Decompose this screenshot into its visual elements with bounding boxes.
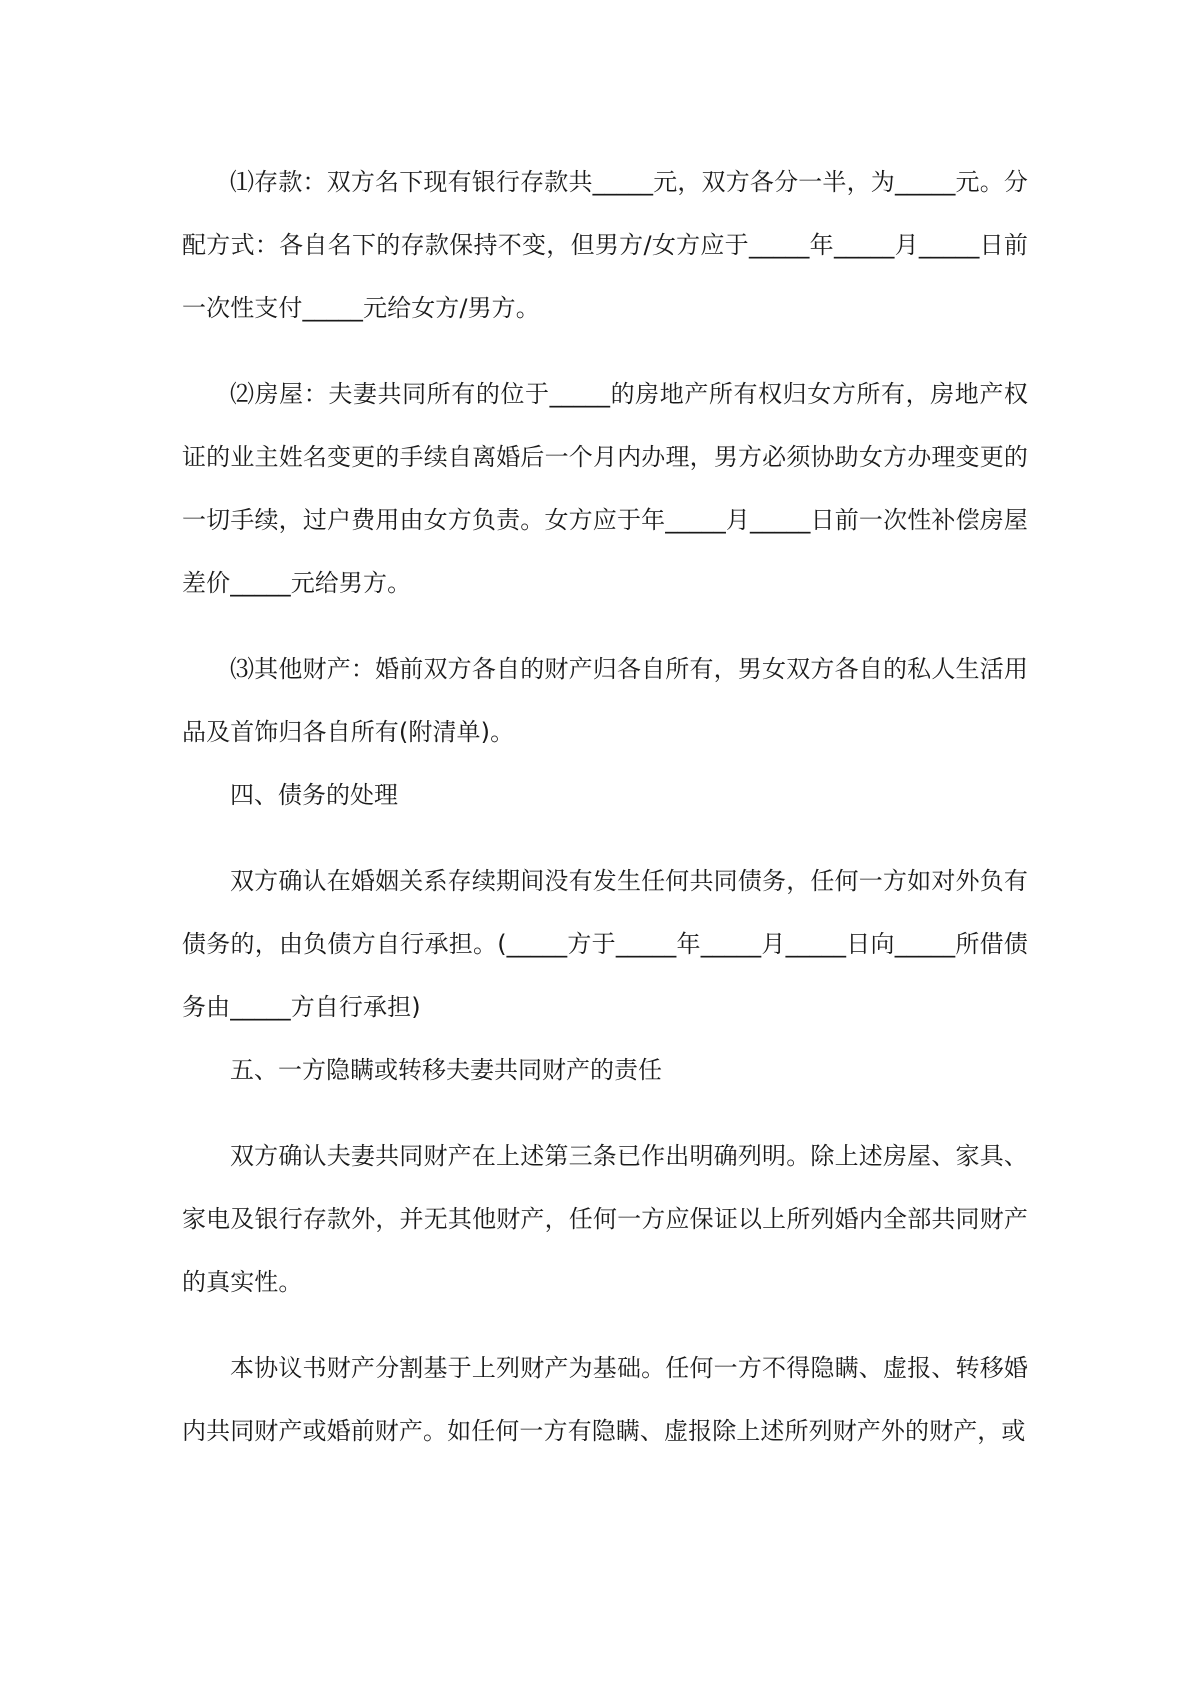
- paragraph-debts: 双方确认在婚姻关系存续期间没有发生任何共同债务，任何一方如对外负有债务的，由负债方自行承担。(_____方于_____年_____月_____日向_____所借债务由_____方自行承担): [182, 867, 1028, 1021]
- section-heading-debts: 四、债务的处理: [230, 781, 398, 809]
- paragraph-property-confirmation: 双方确认夫妻共同财产在上述第三条已作出明确列明。除上述房屋、家具、家电及银行存款外，并无其他财产，任何一方应保证以上所列婚内全部共同财产的真实性。: [182, 1142, 1028, 1296]
- paragraph-savings: ⑴存款：双方名下现有银行存款共_____元，双方各分一半，为_____元。分配方式：各自名下的存款保持不变，但男方/女方应于_____年_____月_____日前一次性支付_____元给女方/男方。: [182, 168, 1028, 322]
- paragraph-property-basis: 本协议书财产分割基于上列财产为基础。任何一方不得隐瞒、虚报、转移婚内共同财产或婚前财产。如任何一方有隐瞒、虚报除上述所列财产外的财产，或: [182, 1354, 1028, 1445]
- paragraph-other-property: ⑶其他财产：婚前双方各自的财产归各自所有，男女双方各自的私人生活用品及首饰归各自所有(附清单)。: [182, 655, 1028, 746]
- paragraph-house: ⑵房屋：夫妻共同所有的位于_____的房地产所有权归女方所有，房地产权证的业主姓名变更的手续自离婚后一个月内办理，男方必须协助女方办理变更的一切手续，过户费用由女方负责。女方应于年_____月_____日前一次性补偿房屋差价_____元给男方。: [182, 380, 1028, 597]
- document-body: [182, 151, 1028, 1463]
- section-heading-concealment: 五、一方隐瞒或转移夫妻共同财产的责任: [230, 1056, 662, 1084]
